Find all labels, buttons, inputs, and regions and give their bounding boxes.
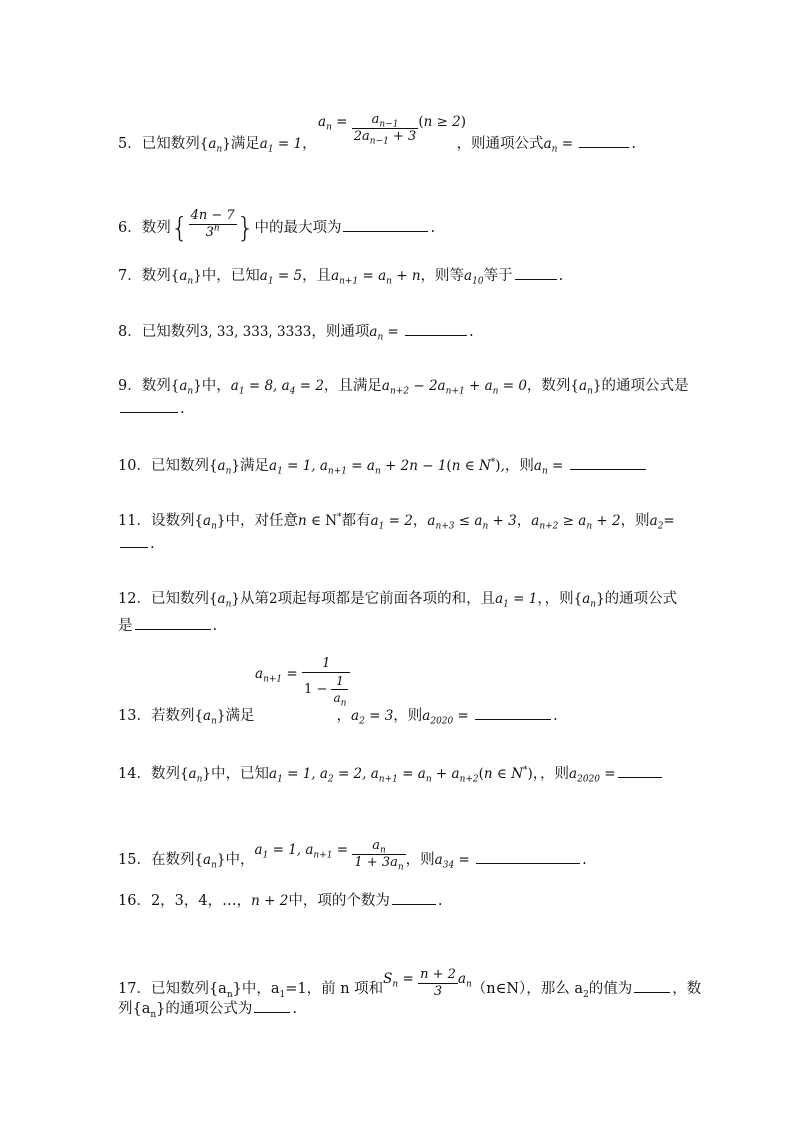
problem-15: 15．在数列$\{a_n\}$中，$a_1 = 1$, $a_{n+1}$ = $\frac{a_n}{1 + 3a_n}$ ，则$a_{34}$ = . bbox=[118, 838, 587, 873]
answer-blank-11[interactable] bbox=[120, 546, 148, 548]
problem-13: 13．若数列$\{a_n\}$满足 ，$a_2 = 3$，则$a_{2020}$ = . bbox=[118, 708, 558, 727]
answer-blank-17b[interactable] bbox=[254, 1011, 290, 1013]
answer-blank-6[interactable] bbox=[343, 230, 428, 232]
problem-5: 5．已知数列$\{a_n\}$满足$a_1 = 1$， ，则通项公式$a_n$ = . bbox=[118, 136, 636, 155]
answer-blank-9[interactable] bbox=[120, 411, 178, 413]
problem-17-line2: 列$\{a_n\}$的通项公式为 . bbox=[118, 1001, 298, 1020]
problem-14: 14．数列$\{a_n\}$中，已知$a_1 = 1$, $a_2 = 2$, $a_{n+1} = a_n + a_{n+2}(n$ ∈ N*)，，则$a_{2020}$ = bbox=[118, 764, 678, 784]
problem-6: 6．数列{ $\frac{4n - 7}{3^n}$ }中的最大项为 . bbox=[118, 208, 436, 244]
answer-blank-12[interactable] bbox=[135, 628, 211, 630]
problem-17: 17．已知数列$\{a_n\}$中，$a_1=1$，前 n 项和$S_n$ = $\frac{n + 2}{3}$ $a_n(n\in N)$，那么 $a_2$的值为 ，数 bbox=[118, 967, 702, 1000]
problem-7: 7．数列$\{a_n\}$中，已知$a_1 = 5$，且$a_{n+1} = a_n + n$，则等$a_{10}$等于 . bbox=[118, 268, 564, 287]
problem-16: 16．2，3，4，…，n + 2中，项的个数为 . bbox=[118, 893, 443, 909]
answer-blank-7[interactable] bbox=[515, 278, 557, 280]
answer-blank-13[interactable] bbox=[475, 718, 551, 720]
problem-8: 8．已知数列3, 33, 333, 3333，则通项$a_n$ = . bbox=[118, 324, 474, 343]
answer-blank-8[interactable] bbox=[405, 334, 467, 336]
answer-blank-14[interactable] bbox=[618, 776, 662, 778]
problem-9: 9．数列$\{a_n\}$中，$a_1 = 8$, $a_4 = 2$，且满足$a_{n+2} - 2a_{n+1} + a_n = 0$，数列$\{a_n\}$的通项公式是 bbox=[118, 378, 689, 397]
problem-10: 10．已知数列$\{a_n\}$满足$a_1 = 1$, $a_{n+1} = a_n + 2n - 1(n$ ∈ N*),，则$a_n$ = bbox=[118, 456, 678, 476]
problem-11-line2: . bbox=[118, 536, 155, 552]
p13-recurrence-formula: $^{a_{n+1} =}$ 1 1 − $\frac{1}{a_n}$ bbox=[255, 656, 350, 706]
problem-11: 11．设数列$\{a_n\}$中，对任意n ∈ N*都有$a_1 = 2$，$a_{n+3} \le a_n + 3$，$a_{n+2} \ge a_n + 2$，则$a_2=$ bbox=[118, 512, 675, 532]
problem-9-line2: . bbox=[118, 401, 185, 417]
answer-blank-10[interactable] bbox=[570, 468, 646, 470]
problem-12: 12．已知数列$\{a_n\}$从第2项起每项都是它前面各项的和，且$a_1 = 1$，，则$\{a_n\}$的通项公式 bbox=[118, 591, 678, 610]
answer-blank-17a[interactable] bbox=[634, 991, 670, 993]
answer-blank-15[interactable] bbox=[476, 862, 580, 864]
problem-12-line2: 是 . bbox=[118, 618, 218, 634]
answer-blank-16[interactable] bbox=[392, 903, 436, 905]
p5-recurrence-formula: $a_n$ = $\frac{a_{n-1}}{2a_{n-1} + 3}$ (n ≥ 2) bbox=[318, 112, 467, 147]
answer-blank-5[interactable] bbox=[579, 146, 629, 148]
